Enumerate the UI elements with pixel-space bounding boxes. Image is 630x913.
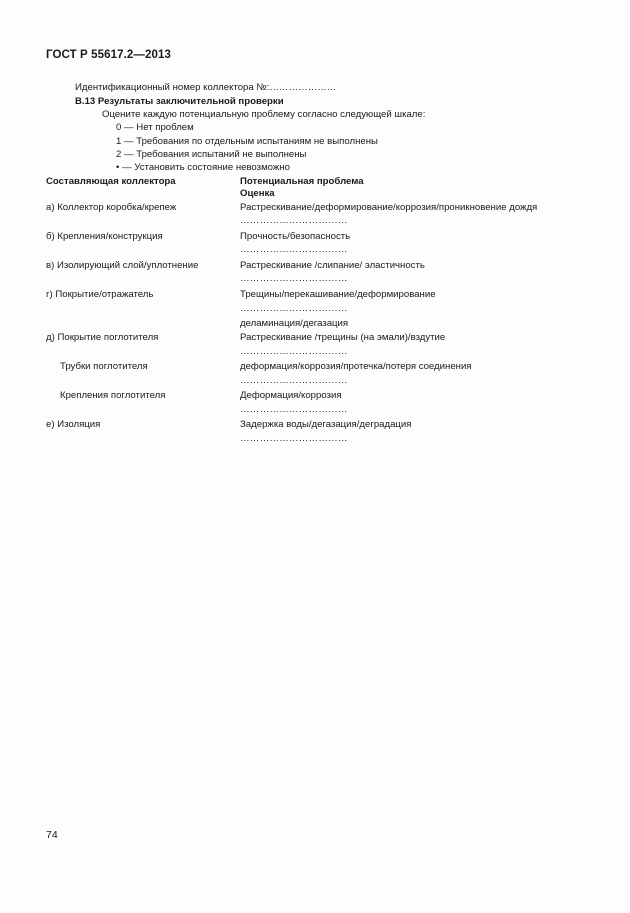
rating-blank: …………………………… bbox=[240, 215, 348, 226]
scale-item: • — Установить состояние невозможно bbox=[116, 162, 290, 173]
problem-text: деламинация/дегазация bbox=[240, 318, 349, 329]
rating-blank: …………………………… bbox=[240, 346, 348, 357]
component-label: б) Крепления/конструкция bbox=[46, 231, 163, 242]
problem-text: Трещины/перекашивание/деформирование bbox=[240, 289, 436, 300]
rating-blank: …………………………… bbox=[240, 433, 348, 444]
rating-blank: …………………………… bbox=[240, 303, 348, 314]
collector-id-line: Идентификационный номер коллектора №:………………… bbox=[75, 82, 337, 93]
column-subheader-rating: Оценка bbox=[240, 188, 275, 199]
component-label: а) Коллектор коробка/крепеж bbox=[46, 202, 177, 213]
problem-text: Растрескивание /трещины (на эмали)/вздутие bbox=[240, 332, 446, 343]
rating-blank: …………………………… bbox=[240, 273, 348, 284]
component-label: Крепления поглотителя bbox=[60, 390, 166, 401]
rating-blank: …………………………… bbox=[240, 244, 348, 255]
component-label: Трубки поглотителя bbox=[60, 361, 148, 372]
column-header-component: Составляющая коллектора bbox=[46, 176, 176, 187]
instruction-text: Оцените каждую потенциальную проблему согласно следующей шкале: bbox=[102, 109, 426, 120]
column-header-problem: Потенциальная проблема bbox=[240, 176, 364, 187]
problem-text: Растрескивание /слипание/ эластичность bbox=[240, 260, 425, 271]
rating-blank: …………………………… bbox=[240, 375, 348, 386]
page-number: 74 bbox=[46, 829, 58, 841]
component-label: е) Изоляция bbox=[46, 419, 101, 430]
problem-text: Прочность/безопасность bbox=[240, 231, 351, 242]
component-label: д) Покрытие поглотителя bbox=[46, 332, 159, 343]
rating-blank: …………………………… bbox=[240, 404, 348, 415]
section-title: В.13 Результаты заключительной проверки bbox=[75, 96, 284, 107]
document-header: ГОСТ Р 55617.2—2013 bbox=[46, 49, 171, 61]
problem-text: Деформация/коррозия bbox=[240, 390, 342, 401]
problem-text: деформация/коррозия/протечка/потеря соединения bbox=[240, 361, 472, 372]
problem-text: Растрескивание/деформирование/коррозия/проникновение дождя bbox=[240, 202, 538, 213]
scale-item: 0 — Нет проблем bbox=[116, 122, 194, 133]
scale-item: 2 — Требования испытаний не выполнены bbox=[116, 149, 307, 160]
problem-text: Задержка воды/дегазация/деградация bbox=[240, 419, 412, 430]
component-label: в) Изолирующий слой/уплотнение bbox=[46, 260, 199, 271]
component-label: г) Покрытие/отражатель bbox=[46, 289, 154, 300]
scale-item: 1 — Требования по отдельным испытаниям не выполнены bbox=[116, 136, 378, 147]
